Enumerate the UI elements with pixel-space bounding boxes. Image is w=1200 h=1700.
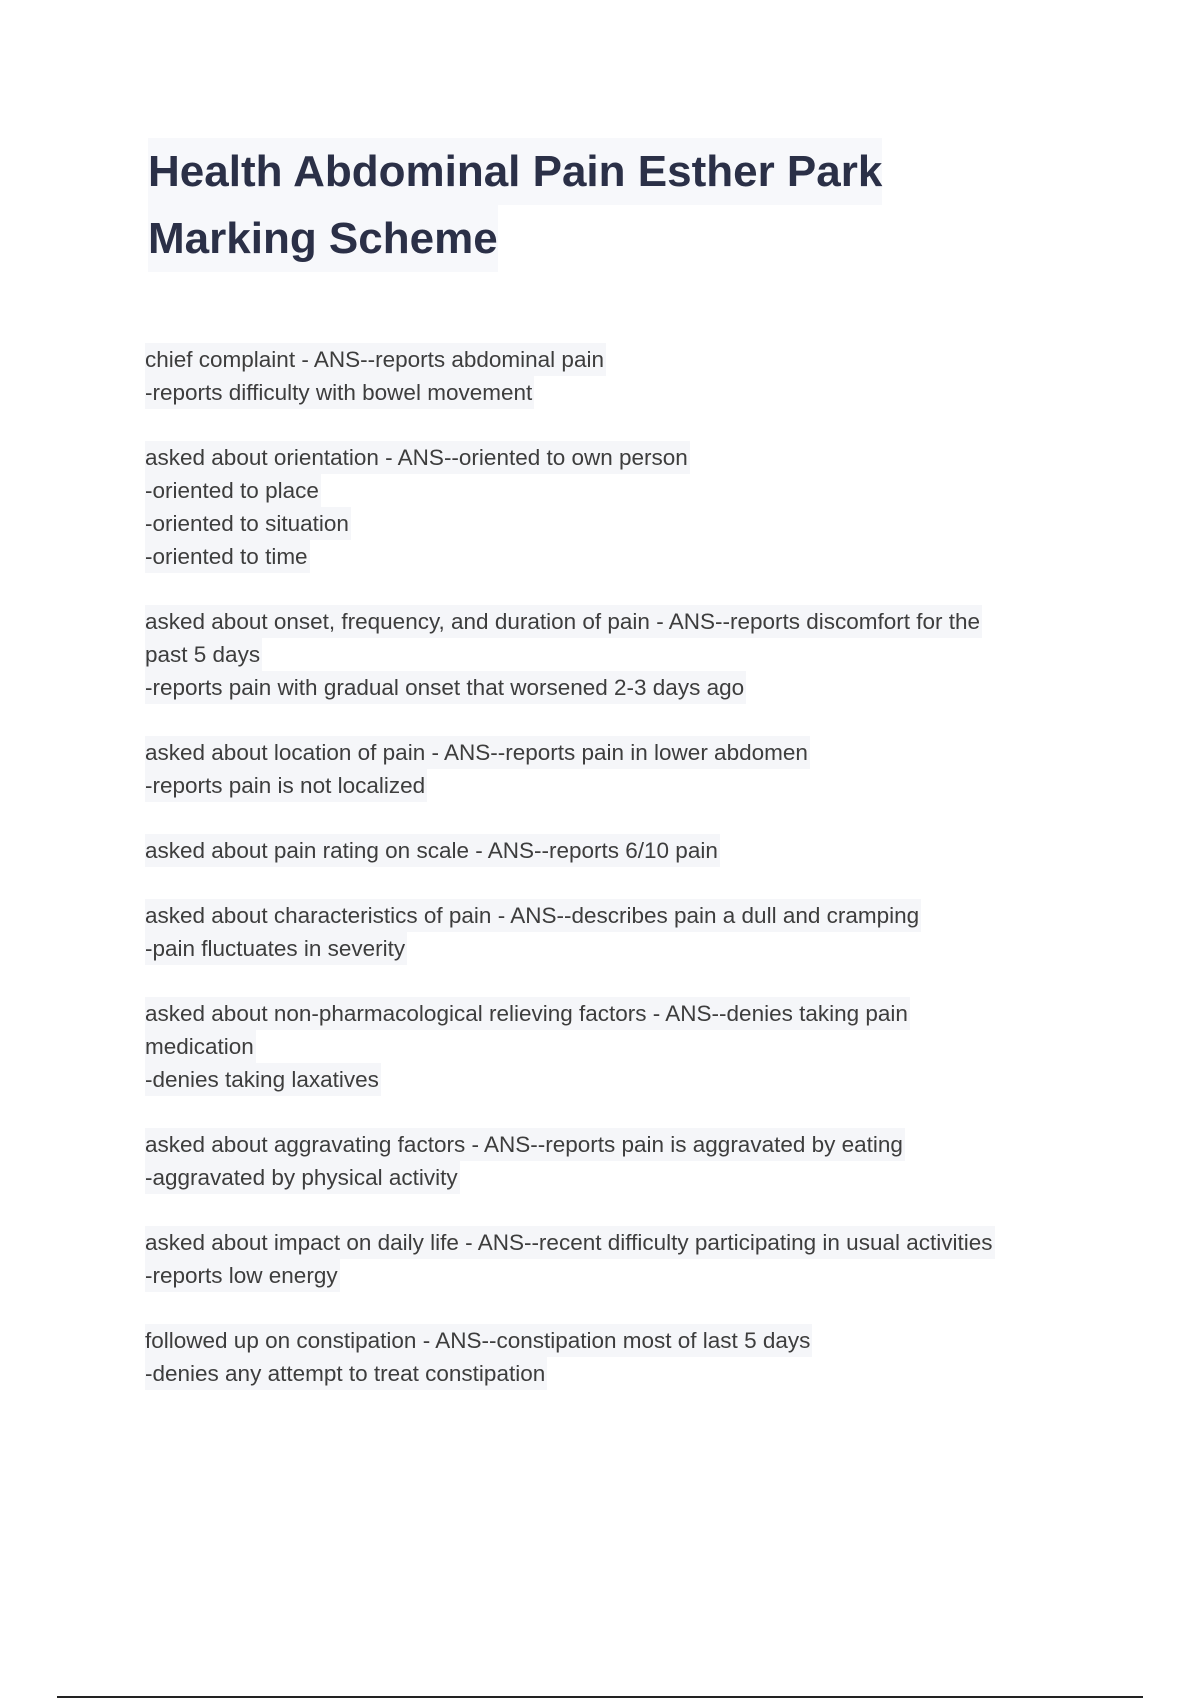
marking-item-relieving-factors	[145, 997, 1080, 1096]
marking-item-daily-life-impact	[145, 1226, 1080, 1292]
marking-item-location	[145, 736, 1080, 802]
item-line: -denies taking laxatives	[145, 1063, 381, 1096]
item-line: asked about orientation - ANS--oriented to own person	[145, 441, 690, 474]
item-line: -oriented to situation	[145, 507, 351, 540]
item-line: asked about aggravating factors - ANS--reports pain is aggravated by eating	[145, 1128, 905, 1161]
item-line: asked about characteristics of pain - ANS--describes pain a dull and cramping	[145, 899, 921, 932]
title-line: Marking Scheme	[148, 205, 498, 272]
item-line: -reports pain is not localized	[145, 769, 427, 802]
marking-item-constipation	[145, 1324, 1080, 1390]
item-line: -aggravated by physical activity	[145, 1161, 460, 1194]
footer-divider	[57, 1696, 1143, 1698]
marking-scheme-list	[145, 343, 1080, 1422]
item-line: asked about impact on daily life - ANS--recent difficulty participating in usual activities	[145, 1226, 995, 1259]
item-line: asked about onset, frequency, and duration of pain - ANS--reports discomfort for the	[145, 605, 982, 638]
item-line: past 5 days	[145, 638, 262, 671]
item-line: -denies any attempt to treat constipation	[145, 1357, 547, 1390]
item-line: -reports low energy	[145, 1259, 340, 1292]
title-line: Health Abdominal Pain Esther Park	[148, 138, 882, 205]
marking-item-aggravating-factors	[145, 1128, 1080, 1194]
item-line: -oriented to time	[145, 540, 310, 573]
item-line: asked about pain rating on scale - ANS--reports 6/10 pain	[145, 834, 720, 867]
item-line: asked about non-pharmacological relieving factors - ANS--denies taking pain	[145, 997, 910, 1030]
item-line: -pain fluctuates in severity	[145, 932, 407, 965]
marking-item-orientation	[145, 441, 1080, 573]
marking-item-pain-rating	[145, 834, 1080, 867]
item-line: medication	[145, 1030, 256, 1063]
item-line: chief complaint - ANS--reports abdominal pain	[145, 343, 606, 376]
item-line: -reports difficulty with bowel movement	[145, 376, 534, 409]
item-line: -oriented to place	[145, 474, 321, 507]
document-title	[148, 138, 998, 272]
marking-item-characteristics	[145, 899, 1080, 965]
item-line: followed up on constipation - ANS--constipation most of last 5 days	[145, 1324, 812, 1357]
item-line: -reports pain with gradual onset that worsened 2-3 days ago	[145, 671, 746, 704]
item-line: asked about location of pain - ANS--reports pain in lower abdomen	[145, 736, 810, 769]
marking-item-onset	[145, 605, 1080, 704]
marking-item-chief-complaint	[145, 343, 1080, 409]
